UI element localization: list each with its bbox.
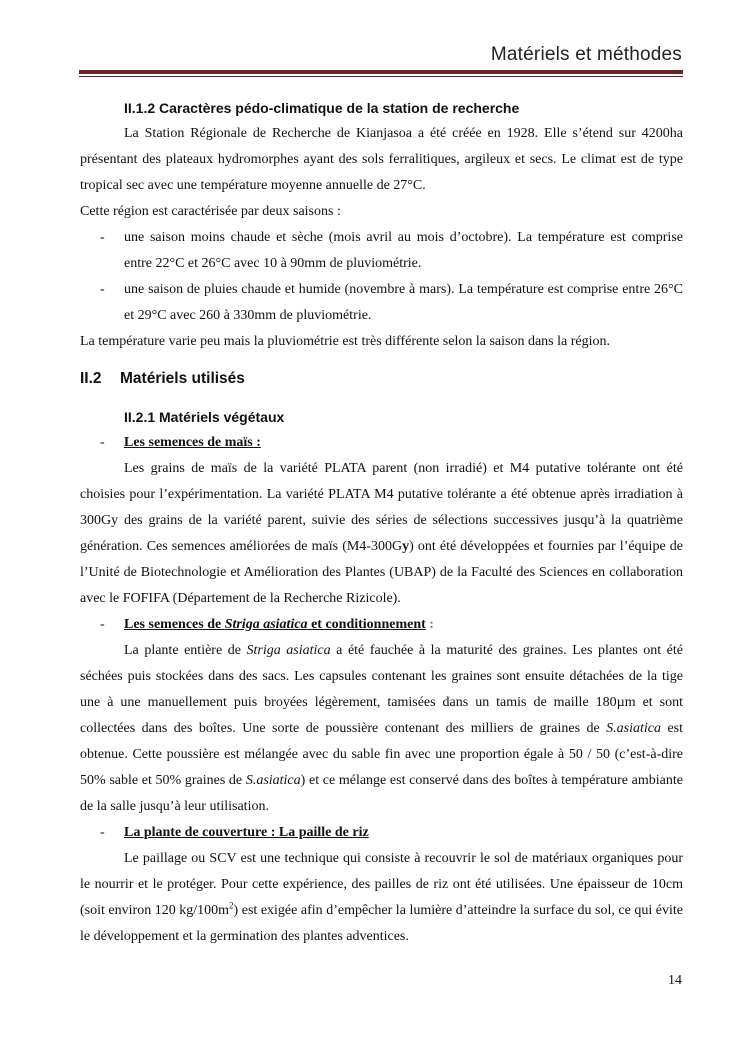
list-item-semences-mais — [80, 430, 683, 456]
list-item-text: une saison moins chaude et sèche (mois avril au mois d’octobre). La température est comprise entre 22°C et 26°C avec 10 à 90mm de pluviométrie. — [124, 230, 683, 271]
subsection-label-mais: Les semences de maïs : — [124, 435, 261, 450]
subsection-label-striga — [124, 617, 426, 632]
text-run: a été fauchée à la maturité des graines. Les plantes ont été séchées puis stockées dans des sacs. Les capsules contenant les graines sont ensuite détachées de la tige une à une manuellement puis broyées légèrement, tamisées dans un tamis de maille 180µm et sont collectées dans des boîtes. Une sorte de poussière contenant des milliers de graines de — [80, 643, 683, 736]
paragraph-temperature: La température varie peu mais la pluviométrie est très différente selon la saison dans la région. — [80, 334, 610, 349]
bullet-dash: - — [100, 435, 105, 450]
list-item-saison-pluies — [80, 277, 683, 329]
paragraph-striga — [80, 638, 683, 820]
bullet-dash: - — [100, 617, 105, 632]
text-run: Les grains de maïs de la variété PLATA parent (non irradié) et M4 putative tolérante ont été choisies pour l’expérimentation. La variété PLATA M4 putative tolérante a été obtenue après irradiation à 300Gy des grains de la variété parent, suivie des séries de sélections successives jusqu’à la quatrième génération. Ces semences améliorées de maïs (M4-300G — [80, 461, 683, 554]
page-content — [80, 95, 683, 950]
heading-number: II.2 — [80, 370, 102, 387]
superscript: 2 — [229, 900, 234, 911]
text-run-italic: Striga asiatica — [224, 617, 308, 632]
paragraph-paille — [80, 846, 683, 950]
paragraph-saisons-intro: Cette région est caractérisée par deux saisons : — [80, 204, 341, 219]
text-run-italic: S.asiatica — [606, 721, 661, 736]
bullet-dash: - — [100, 825, 105, 840]
heading-ii-2 — [80, 366, 683, 392]
heading-ii-2-1: II.2.1 Matériels végétaux — [124, 409, 285, 425]
text-run: ) ont été développées et fournies par l’équipe de l’Unité de Biotechnologie et Amélioration des Plantes (UBAP) de la Faculté des Sciences en collaboration avec le FOFIFA (Département de la Recherche Rizicole). — [80, 539, 683, 606]
paragraph-mais — [80, 456, 683, 612]
text-run: Le paillage ou SCV est une technique qui consiste à recouvrir le sol de matériaux organiques pour le nourrir et le protéger. Pour cette expérience, des pailles de riz ont été utilisées. Une épaisseur de 10cm (soit environ 120 kg/100m — [80, 851, 683, 918]
subsection-label-paille: La plante de couverture : La paille de riz — [124, 825, 369, 840]
list-item-text: une saison de pluies chaude et humide (novembre à mars). La température est comprise entre 26°C et 29°C avec 260 à 330mm de pluviométrie. — [124, 282, 683, 323]
heading-title: Matériels utilisés — [120, 370, 245, 387]
bullet-dash: - — [100, 230, 105, 245]
text-run: est obtenue. Cette poussière est mélangée avec du sable fin avec une proportion égale à 50 / 50 (c’est-à-dire 50% sable et 50% graines de — [80, 721, 683, 788]
text-run: et conditionnement — [307, 617, 426, 632]
text-run: ) et ce mélange est conservé dans des boîtes à température ambiante de la salle jusqu’à leur utilisation. — [80, 773, 683, 814]
bullet-dash: - — [100, 282, 105, 297]
text-run: La plante entière de — [124, 643, 247, 658]
text-run: Les semences de — [124, 617, 225, 632]
list-item-semences-striga — [80, 612, 683, 638]
list-item-plante-couverture — [80, 820, 683, 846]
running-header-title: Matériels et méthodes — [490, 44, 682, 65]
label-colon: : — [425, 617, 434, 632]
page-number: 14 — [668, 973, 682, 988]
paragraph-station: La Station Régionale de Recherche de Kianjasoa a été créée en 1928. Elle s’étend sur 4200ha présentant des plateaux hydromorphes ayant des sols ferralitiques, argileux et secs. Le climat est de type tropical sec avec une température moyenne annuelle de 27°C. — [80, 126, 683, 193]
header-rule-thin — [79, 76, 683, 77]
text-run-italic: S.asiatica — [245, 773, 301, 788]
list-item-saison-seche — [80, 225, 683, 277]
text-run-bold: y — [402, 539, 410, 554]
text-run-italic: Striga asiatica — [246, 643, 331, 658]
heading-ii-1-2: II.1.2 Caractères pédo-climatique de la station de recherche — [124, 100, 520, 116]
header-rule-thick — [79, 70, 683, 74]
text-run: ) est exigée afin d’empêcher la lumière d’atteindre la surface du sol, ce qui évite le développement et la germination des plantes adventices. — [80, 903, 683, 944]
